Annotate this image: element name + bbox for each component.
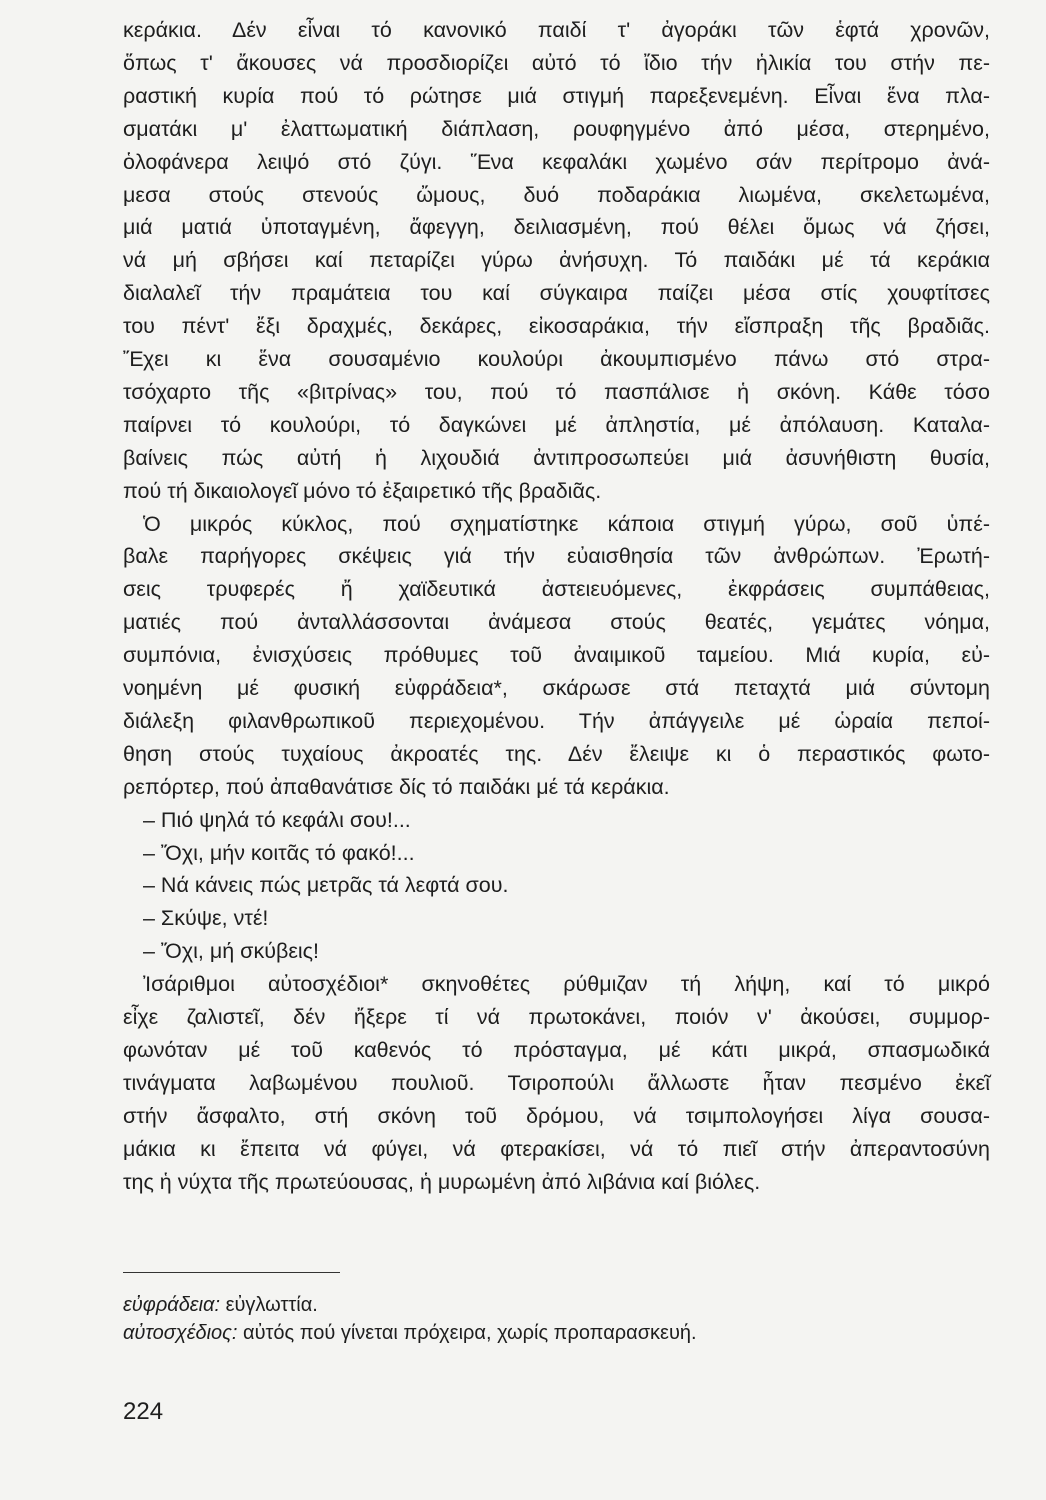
text-line: βαλε παρήγορες σκέψεις γιά τήν εὐαισθησία τῶν ἀνθρώπων. Ἐρωτή- — [123, 544, 990, 569]
page-number: 224 — [123, 1398, 164, 1425]
text-line: του πέντ' ἔξι δραχμές, δεκάρες, εἰκοσαράκια, τήν εἴσπραξη τῆς βραδιᾶς. — [123, 314, 990, 339]
footnote-definition: αὐτός πού γίνεται πρόχειρα, χωρίς προπαρασκευή. — [243, 1322, 697, 1344]
text-line: συμπόνια, ἐνισχύσεις πρόθυμες τοῦ ἀναιμικοῦ ταμείου. Μιά κυρία, εὐ- — [123, 643, 990, 668]
text-line: – Σκύψε, ντέ! — [143, 906, 269, 931]
footnote-term: αὐτοσχέδιος: — [123, 1322, 238, 1344]
text-line: ὅπως τ' ἄκουσες νά προσδιορίζει αὐτό τό ἴδιο τήν ἡλικία του στήν πε- — [123, 50, 990, 75]
text-line: νά μή σβήσει καί πεταρίζει γύρω ἀνήσυχη. Τό παιδάκι μέ τά κεράκια — [123, 248, 990, 273]
footnote-term: εὐφράδεια: — [123, 1294, 221, 1316]
text-line: – Πιό ψηλά τό κεφάλι σου!... — [143, 807, 411, 832]
text-line: διάλεξη φιλανθρωπικοῦ περιεχομένου. Τήν ἀπάγγειλε μέ ὡραία πεποί- — [123, 708, 990, 733]
text-line: Ἔχει κι ἕνα σουσαμένιο κουλούρι ἀκουμπισμένο πάνω στό στρα- — [123, 347, 990, 371]
footnote-definition: εὐγλωττία. — [225, 1294, 318, 1316]
text-line: θηση στούς τυχαίους ἀκροατές της. Δέν ἔλειψε κι ὁ περαστικός φωτο- — [123, 741, 990, 766]
text-line: στήν ἄσφαλτο, στή σκόνη τοῦ δρόμου, νά τσιμπολογήσει λίγα σουσα- — [123, 1103, 990, 1128]
text-line: παίρνει τό κουλούρι, τό δαγκώνει μέ ἀπληστία, μέ ἀπόλαυση. Καταλα- — [123, 412, 990, 437]
text-line: μιά ματιά ὑποταγμένη, ἄφεγγη, δειλιασμένη, πού θέλει ὅμως νά ζήσει, — [123, 215, 990, 240]
text-line: σεις τρυφερές ἤ χαϊδευτικά ἀστειευόμενες, ἐκφράσεις συμπάθειας, — [123, 577, 990, 602]
text-line: μάκια κι ἔπειτα νά φύγει, νά φτερακίσει, νά τό πιεῖ στήν ἀπεραντοσύνη — [123, 1136, 990, 1161]
text-line: νοημένη μέ φυσική εὐφράδεια*, σκάρωσε στά πεταχτά μιά σύντομη — [123, 676, 990, 700]
text-line: βαίνεις πώς αὐτή ἡ λιχουδιά ἀντιπροσωπεύει μιά ἀσυνήθιστη θυσία, — [123, 445, 990, 470]
text-line: – Νά κάνεις πώς μετρᾶς τά λεφτά σου. — [143, 873, 509, 898]
text-line: τινάγματα λαβωμένου πουλιοῦ. Τσιροπούλι ἄλλωστε ἦταν πεσμένο ἐκεῖ — [123, 1070, 990, 1095]
footnote-divider — [123, 1272, 340, 1273]
text-line: ραστική κυρία πού τό ρώτησε μιά στιγμή παρεξενεμένη. Εἶναι ἕνα πλα- — [123, 83, 990, 108]
text-line: τσόχαρτο τῆς «βιτρίνας» του, πού τό πασπάλισε ἡ σκόνη. Κάθε τόσο — [123, 379, 990, 404]
text-line: Ὁ μικρός κύκλος, πού σχηματίστηκε κάποια στιγμή γύρω, σοῦ ὑπέ- — [143, 511, 990, 536]
text-line: της ἡ νύχτα τῆς πρωτεύουσας, ἡ μυρωμένη ἀπό λιβάνια καί βιόλες. — [123, 1169, 761, 1194]
text-line: Ἰσάριθμοι αὐτοσχέδιοι* σκηνοθέτες ρύθμιζαν τή λήψη, καί τό μικρό — [143, 972, 990, 997]
text-line: εἶχε ζαλιστεῖ, δέν ἤξερε τί νά πρωτοκάνει, ποιόν ν' ἀκούσει, συμμορ- — [123, 1005, 990, 1029]
text-line: σματάκι μ' ἐλαττωματική διάπλαση, ρουφηγμένο ἀπό μέσα, στερημένο, — [123, 116, 990, 141]
text-line: ὁλοφάνερα λειψό στό ζύγι. Ἕνα κεφαλάκι χωμένο σάν περίτρομο ἀνά- — [123, 149, 990, 174]
text-line: κεράκια. Δέν εἶναι τό κανονικό παιδί τ' ἀγοράκι τῶν ἑφτά χρονῶν, — [123, 18, 990, 42]
footnote — [123, 1292, 318, 1318]
text-line: – Ὄχι, μή σκύβεις! — [143, 939, 320, 964]
text-line: μεσα στούς στενούς ὤμους, δυό ποδαράκια λιωμένα, σκελετωμένα, — [123, 182, 990, 207]
text-line: πού τή δικαιολογεῖ μόνο τό ἐξαιρετικό τῆς βραδιᾶς. — [123, 478, 602, 503]
text-line: ματιές πού ἀνταλλάσσονται ἀνάμεσα στούς θεατές, γεμάτες νόημα, — [123, 610, 990, 635]
footnote — [123, 1320, 697, 1346]
text-line: – Ὄχι, μήν κοιτᾶς τό φακό!... — [143, 840, 415, 865]
text-line: φωνόταν μέ τοῦ καθενός τό πρόσταγμα, μέ κάτι μικρά, σπασμωδικά — [123, 1037, 990, 1062]
text-line: διαλαλεῖ τήν πραμάτεια του καί σύγκαιρα παίζει μέσα στίς χουφτίτσες — [123, 281, 990, 306]
text-line: ρεπόρτερ, πού ἀπαθανάτισε δίς τό παιδάκι μέ τά κεράκια. — [123, 774, 670, 799]
